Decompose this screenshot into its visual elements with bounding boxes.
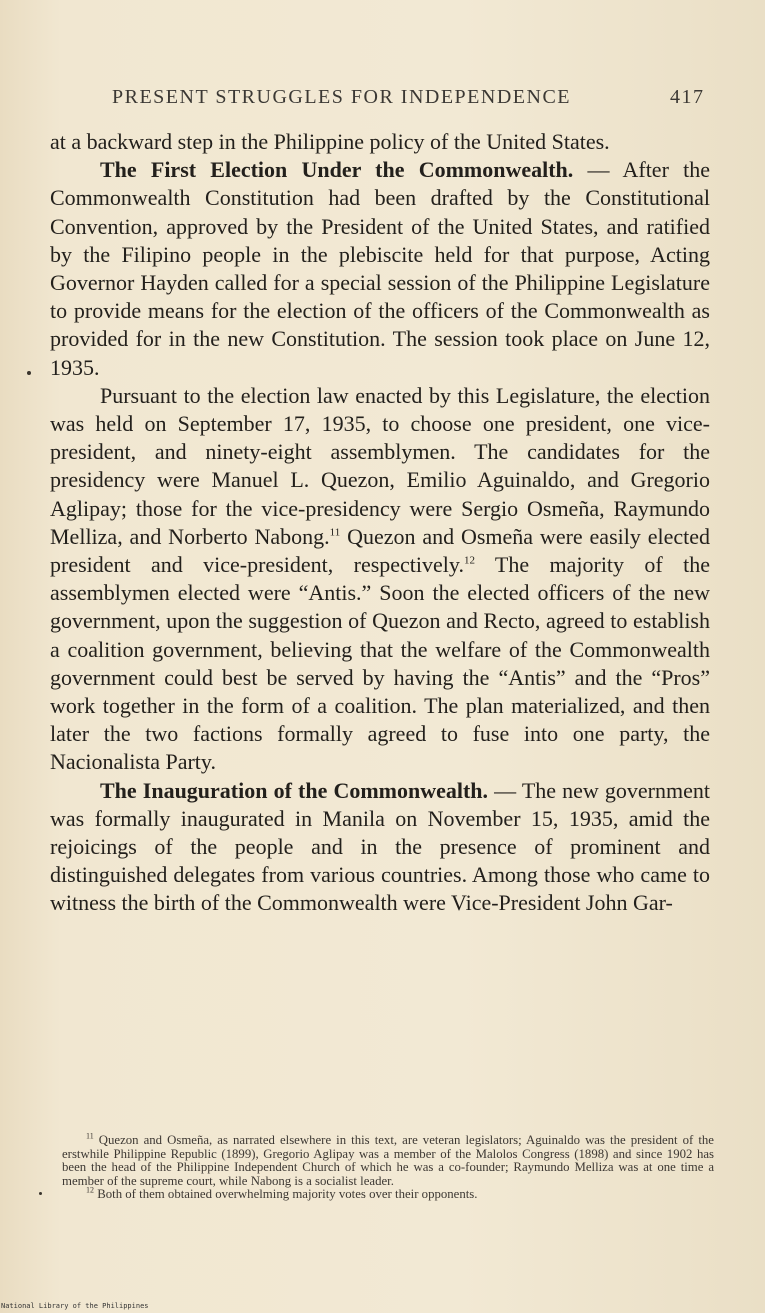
running-head [112,86,712,116]
footnote-11: $^{11}$ Quezon and Osmeña, as narrated elsewhere in this text, are veteran legislators; Aguinaldo was the president of the erstwhile Philippine Republic (1899), Gregorio Aglipay was a member of the Malolos Congress (1898) and since 1902 has been the head of the Philippine Independent Church of which he was a co-founder; Raymundo Melliza was at one time a member of the supreme court, while Nabong is a socialist leader. [62,1131,714,1188]
paragraph-election-law: Pursuant to the election law enacted by this Legislature, the election was held on September 17, 1935, to choose one president, one vice-president, and ninety-eight assemblymen. The candidates for the presidency were Manuel L. Quezon, Emilio Aguinaldo, and Gregorio Aglipay; those for the vice-presidency were Sergio Osmeña, Raymundo Melliza, and Norberto Nabong.$^{11}$ Quezon and Osmeña were easily elected president and vice-president, respectively.$^{12}$ The majority of the assemblymen elected were “Antis.” Soon the elected officers of the new government, upon the suggestion of Quezon and Recto, agreed to establish a coalition government, believing that the welfare of the Commonwealth government could best be served by having the “Antis” and the “Pros” work together in the form of a coalition. The plan materialized, and then later the two factions formally agreed to fuse into one party, the Nacionalista Party. [50,382,710,775]
margin-speck [39,1192,42,1195]
library-credit: National Library of the Philippines [1,1302,149,1310]
footnote-ref-11[interactable]: 11 [329,526,341,539]
paragraph-inauguration: The Inauguration of the Commonwealth. — The new government was formally inaugurated in Manila on November 15, 1935, amid the rejoicings of the people and in the presence of prominent and distinguished delegates from various countries. Among those who came to witness the birth of the Commonwealth were Vice-President John Gar- [50,777,710,916]
paragraph-continuation: at a backward step in the Philippine policy of the United States. [50,129,610,154]
body-text [50,128,710,918]
paragraph-first-election: The First Election Under the Commonwealth. — After the Commonwealth Constitution had been drafted by the Constitutional Convention, approved by the President of the United States, and ratified by the Filipino people in the plebiscite held for that purpose, Acting Governor Hayden called for a special session of the Philippine Legislature to provide means for the election of the officers of the Commonwealth as provided for in the new Constitution. The session took place on June 12, 1935. [50,157,710,380]
section-heading-first-election: The First Election Under the Commonwealth. [100,157,574,183]
footnote-marker: 12 [86,1186,94,1196]
chapter-title: PRESENT STRUGGLES FOR INDEPENDENCE [112,86,571,108]
footnotes [62,1131,714,1202]
section-heading-inauguration: The Inauguration of the Commonwealth. [100,777,489,803]
footnote-12: $^{12}$ Both of them obtained overwhelming majority votes over their opponents. [86,1186,478,1202]
footnote-ref-12[interactable]: 12 [463,554,475,567]
margin-speck [27,371,31,375]
footnote-marker: 11 [86,1131,94,1141]
page-number: 417 [670,86,705,108]
